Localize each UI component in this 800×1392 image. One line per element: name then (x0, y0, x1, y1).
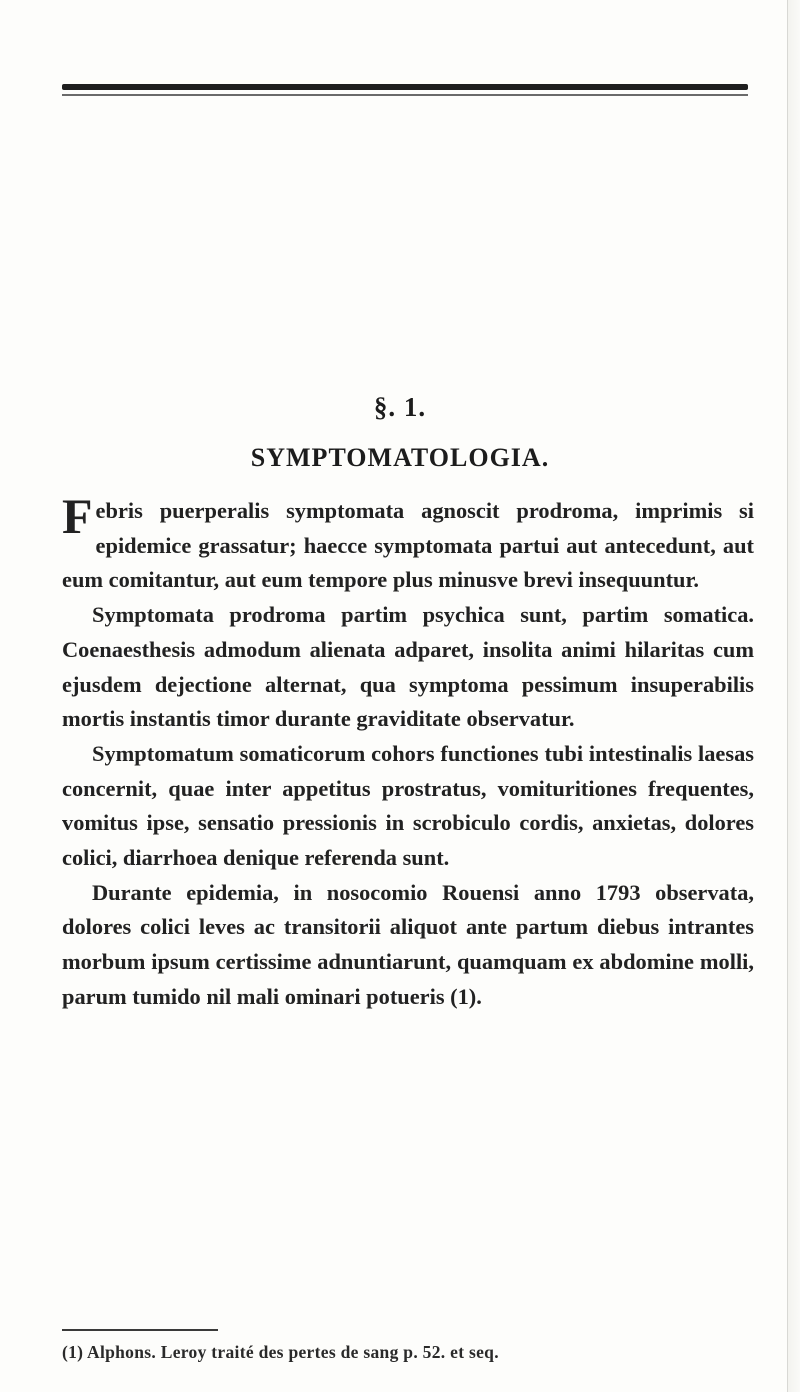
page-edge (787, 0, 800, 1392)
paragraph-3: Symptomatum somaticorum cohors functiones tubi intestinalis laesas concernit, quae inter appetitus prostratus, vomituritiones frequentes, vomitus ipse, sensatio pressionis in scrobiculo cordis, anxietas, dolores colici, diarrhoea denique referenda sunt. (62, 740, 754, 871)
footnote: (1) Alphons. Leroy traité des pertes de sang p. 52. et seq. (62, 1342, 499, 1362)
drop-cap: F (62, 488, 93, 544)
body-text (62, 488, 754, 1015)
paragraph-1 (62, 488, 754, 598)
paragraph-1-text: ebris puerperalis symptomata agnoscit prodroma, imprimis si epidemice grassatur; haecce symptomata partui aut antecedunt, aut eum comitantur, aut eum tempore plus minusve brevi insequuntur. (62, 498, 754, 593)
paragraph-4: Durante epidemia, in nosocomio Rouensi anno 1793 observata, dolores colici leves ac transitorii aliquot ante partum diebus intrantes morbum ipsum certissime adnuntiarunt, quamquam ex abdomine molli, parum tumido nil mali ominari potueris (1). (62, 879, 754, 1009)
top-rule (62, 84, 748, 90)
footnote-rule (62, 1329, 218, 1331)
section-number: §. 1. (373, 392, 427, 422)
section-heading: SYMPTOMATOLOGIA. (250, 443, 550, 472)
top-rule-thin (62, 94, 748, 96)
paragraph-2: Symptomata prodroma partim psychica sunt, partim somatica. Coenaesthesis admodum alienata adparet, insolita animi hilaritas cum ejusdem dejectione alternat, qua symptoma pessimum insuperabilis mortis instantis timor durante graviditate observatur. (62, 602, 754, 732)
